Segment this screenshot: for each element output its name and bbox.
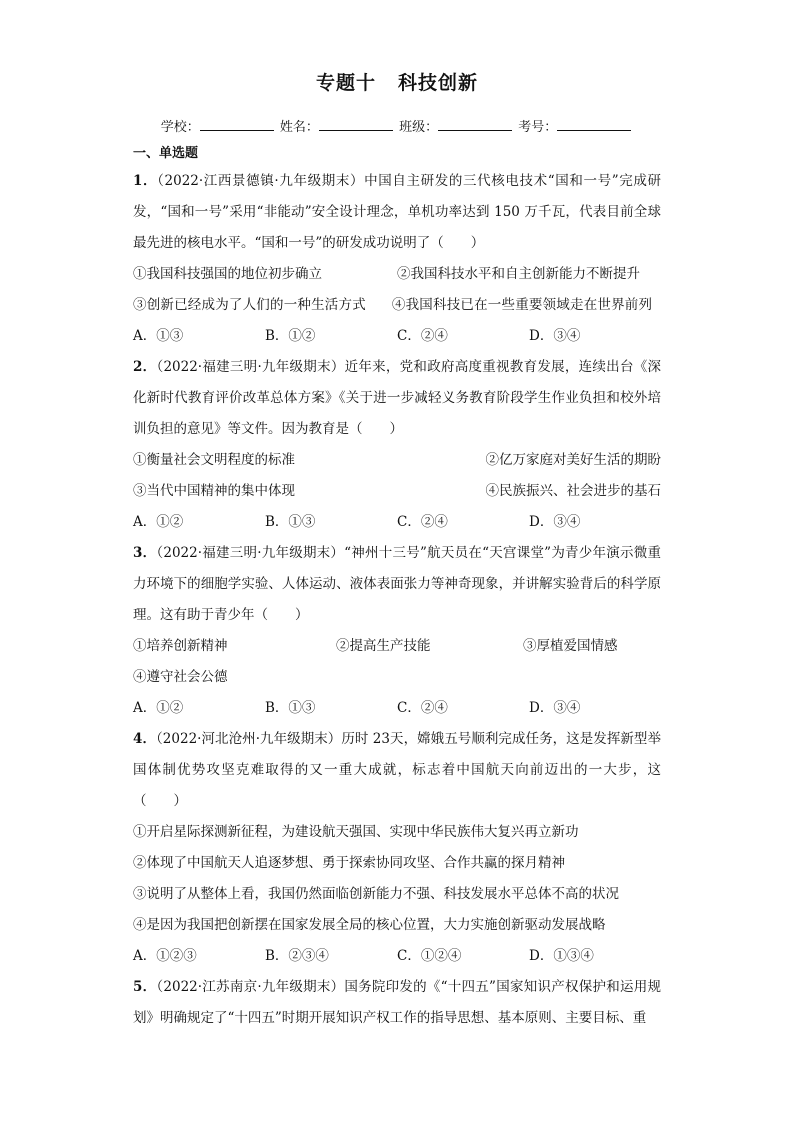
choice-a[interactable]: A．①③ (133, 328, 184, 344)
question-1-choices (133, 321, 661, 352)
statement: ①我国科技强国的地位初步确立 (133, 266, 322, 282)
choice-d[interactable]: D．③④ (529, 514, 581, 530)
statement: ②亿万家庭对美好生活的期盼 (485, 452, 661, 468)
choice-d[interactable]: D．①③④ (529, 948, 594, 964)
statement: ②提高生产技能 (336, 638, 431, 654)
choice-c[interactable]: C．②④ (397, 328, 448, 344)
statement: ②我国科技水平和自主创新能力不断提升 (397, 266, 640, 282)
question-1-stem: 1．（2022·江西景德镇·九年级期末）中国自主研发的三代核电技术“国和一号”完成研发，“国和一号”采用“非能动”安全设计理念，单机功率达到 150 万千瓦，代表目前全球最先进的核电水平。“国和一号”的研发成功说明了（ ） (133, 173, 661, 251)
choice-c[interactable]: C．②④ (397, 700, 448, 716)
question-2-statements-row-1 (133, 445, 661, 476)
choice-d[interactable]: D．③④ (529, 328, 581, 344)
choice-b[interactable]: B．①③ (265, 700, 316, 716)
question-4-statement-2: ②体现了中国航天人追逐梦想、勇于探索协同攻坚、合作共赢的探月精神 (133, 855, 565, 871)
question-4-statement-4: ④是因为我国把创新摆在国家发展全局的核心位置，大力实施创新驱动发展战略 (133, 917, 606, 933)
question-4-statement-3: ③说明了从整体上看，我国仍然面临创新能力不强、科技发展水平总体不高的状况 (133, 886, 619, 902)
question-3-statement-4: ④遵守社会公德 (133, 669, 228, 685)
section-heading: 一、单选题 (133, 146, 199, 161)
exam-no-label: 考号： (518, 120, 558, 135)
statement: ③当代中国精神的集中体现 (133, 483, 295, 499)
question-2-choices (133, 507, 661, 538)
question-2-statements-row-2 (133, 476, 661, 507)
student-info-row (0, 116, 794, 135)
class-blank[interactable] (438, 118, 512, 131)
choice-c[interactable]: C．②④ (397, 514, 448, 530)
school-blank[interactable] (200, 118, 274, 131)
question-3-stem: 3．（2022·福建三明·九年级期末）“神州十三号”航天员在“天宫课堂”为青少年演示微重力环境下的细胞学实验、人体运动、液体表面张力等神奇现象，并讲解实验背后的科学原理。这有助于青少年（ ） (133, 545, 661, 623)
page-title (0, 68, 794, 95)
question-2-stem: 2．（2022·福建三明·九年级期末）近年来，党和政府高度重视教育发展，连续出台《深化新时代教育评价改革总体方案》《关于进一步减轻义务教育阶段学生作业负担和校外培训负担的意见》等文件。因为教育是（ ） (133, 359, 661, 437)
class-label: 班级： (399, 120, 439, 135)
statement: ④民族振兴、社会进步的基石 (485, 483, 661, 499)
choice-d[interactable]: D．③④ (529, 700, 581, 716)
question-3-choices (133, 693, 661, 724)
question-1-statements-row-1 (133, 259, 661, 290)
statement: ③厚植爱国情感 (523, 638, 618, 654)
question-5-stem: 5．（2022·江苏南京·九年级期末）国务院印发的《“十四五”国家知识产权保护和运用规划》明确规定了“十四五”时期开展知识产权工作的指导思想、基本原则、主要目标、重 (133, 979, 661, 1026)
statement: ③创新已经成为了人们的一种生活方式 (133, 297, 366, 313)
choice-a[interactable]: A．①②③ (133, 948, 197, 964)
question-4-statement-1: ①开启星际探测新征程，为建设航天强国、实现中华民族伟大复兴再立新功 (133, 824, 579, 840)
question-4-choices (133, 941, 661, 972)
title-name: 科技创新 (398, 72, 479, 94)
exam-no-blank[interactable] (557, 118, 631, 131)
choice-c[interactable]: C．①②④ (397, 948, 462, 964)
question-3-statements-row-1 (133, 631, 661, 662)
title-topic: 专题十 (315, 72, 376, 94)
name-label: 姓名： (279, 120, 319, 135)
choice-a[interactable]: A．①② (133, 700, 184, 716)
question-list (133, 142, 661, 1034)
statement: ①衡量社会文明程度的标准 (133, 452, 295, 468)
question-4-stem: 4．（2022·河北沧州·九年级期末）历时 23天，嫦娥五号顺利完成任务，这是发挥新型举国体制优势攻坚克难取得的又一重大成就，标志着中国航天向前迈出的一大步，这（ ） (133, 731, 661, 809)
question-1-statements-row-2 (133, 290, 661, 321)
school-label: 学校： (160, 120, 200, 135)
choice-b[interactable]: B．①③ (265, 514, 316, 530)
statement: ①培养创新精神 (133, 638, 228, 654)
choice-b[interactable]: B．①② (265, 328, 316, 344)
name-blank[interactable] (319, 118, 393, 131)
choice-b[interactable]: B．②③④ (265, 948, 329, 964)
statement: ④我国科技已在一些重要领域走在世界前列 (391, 297, 653, 313)
choice-a[interactable]: A．①② (133, 514, 184, 530)
